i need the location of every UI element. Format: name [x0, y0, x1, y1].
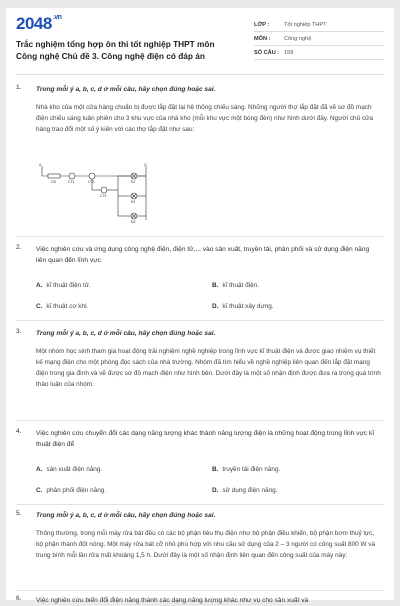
question-instruction: Trong mỗi ý a, b, c, d ở mỗi câu, hãy chọn đúng hoặc sai.	[36, 86, 216, 93]
question-6	[16, 595, 384, 606]
divider	[16, 590, 384, 591]
page-title: Trắc nghiệm tổng hợp ôn thi tốt nghiệp THPT môn Công nghệ Chủ đề 3. Công nghệ điện có đáp án	[16, 39, 215, 61]
option-d[interactable]: D. sử dụng điện năng.	[212, 487, 278, 494]
question-number: 5.	[16, 510, 22, 517]
question-number: 6.	[16, 595, 22, 602]
svg-text:Đ2: Đ2	[131, 200, 136, 204]
option-a[interactable]: A. kĩ thuật điện tử.	[36, 282, 91, 289]
question-passage: Thông thường, trong mỗi máy rửa bát đều có các bộ phận tiêu thụ điện như bộ phận điều khiển, bộ phận bơm thuỷ lực, bộ phận thanh đốt nóng. Một máy rửa bát cỡ nhỏ phù hợp với nhu cầu sử dụng của 2 – 3 người có công suất 800 W và trung bình mỗi lần rửa mất khoảng 1,5 h. Dưới đây là một số nhận định liên quan đến công suất của máy này:	[36, 530, 376, 559]
svg-text:CT2: CT2	[88, 180, 95, 184]
option-b[interactable]: B. truyền tải điện năng.	[212, 466, 281, 473]
meta-row-count: SỐ CÂU : 158	[254, 46, 384, 60]
question-number: 3.	[16, 328, 22, 335]
option-c[interactable]: C. phân phối điện năng.	[36, 487, 107, 494]
question-stem: Việc nghiên cứu chuyển đổi các dạng năng lượng khác thành năng lượng điện là những hoạt động trong lĩnh vực kĩ thuật điện để	[36, 430, 375, 448]
option-c[interactable]: C. kĩ thuật cơ khí.	[36, 303, 89, 310]
svg-text:CB: CB	[51, 180, 56, 184]
question-3	[16, 328, 384, 418]
svg-text:CT3: CT3	[100, 194, 107, 198]
divider	[16, 320, 384, 321]
meta-row-class: LỚP : Tốt nghiệp THPT	[254, 18, 384, 32]
divider	[16, 504, 384, 505]
meta-row-subject: MÔN : Công nghệ	[254, 32, 384, 46]
question-number: 2.	[16, 244, 22, 251]
question-passage: Một nhóm học sinh tham gia hoạt động trải nghiệm nghề nghiệp trong lĩnh vực kĩ thuật điện và được giao nhiệm vụ thiết kế mạng điện cho một phòng đọc sách của nhà trường. Nhóm đã tìm hiểu về nghề nghiệp liên quan đến lắp đặt mạng điện trong gia đình và vẽ được sơ đồ mạch điện như hình bên. Dưới đây là một số nhận định được đưa ra trong quá trình thảo luận của nhóm.	[36, 348, 381, 388]
question-instruction: Trong mỗi ý a, b, c, d ở mỗi câu, hãy chọn đúng hoặc sai.	[36, 512, 216, 519]
circuit-diagram	[36, 162, 166, 224]
question-5	[16, 510, 384, 590]
header-divider	[16, 74, 384, 75]
svg-text:CT1: CT1	[68, 180, 75, 184]
question-instruction: Trong mỗi ý a, b, c, d ở mỗi câu, hãy chọn đúng hoặc sai.	[36, 330, 216, 337]
question-4	[16, 428, 384, 498]
question-passage: Nhà kho của một cửa hàng chuẩn bị được lắp đặt lại hệ thống chiếu sáng. Những người thợ lắp đặt đã vẽ sơ đồ mạch điện chiếu sáng luân phiên cho 3 khu vực của nhà kho (mỗi khu vực một bóng đèn) như hình dưới đây. Người chủ cửa hàng trao đổi một số ý kiến với các thợ lắp đặt như sau:	[36, 104, 373, 133]
page-header	[6, 8, 394, 68]
question-stem: Việc nghiên cứu biến đổi điện năng thành các dạng năng lượng khác như vụ cho sản xuất và	[36, 597, 309, 604]
question-2	[16, 244, 384, 314]
question-number: 1.	[16, 84, 22, 91]
divider	[16, 236, 384, 237]
divider	[16, 420, 384, 421]
site-logo[interactable]: $2048^{.vn}$	[16, 14, 62, 33]
svg-text:O: O	[144, 163, 147, 167]
exam-meta	[254, 18, 384, 60]
exam-sheet	[6, 8, 394, 604]
svg-text:A: A	[39, 163, 42, 167]
option-a[interactable]: A. sản xuất điện năng.	[36, 466, 103, 473]
question-number: 4.	[16, 428, 22, 435]
option-d[interactable]: D. kĩ thuật xây dựng.	[212, 303, 274, 310]
option-b[interactable]: B. kĩ thuật điện.	[212, 282, 259, 289]
svg-text:Đ1: Đ1	[131, 180, 136, 184]
question-stem: Việc nghiên cứu và ứng dụng công nghệ điện, điện tử,... vào sản xuất, truyền tải, phân phối và sử dụng điện năng liên quan đến lĩnh vực	[36, 246, 370, 264]
svg-text:Đ3: Đ3	[131, 220, 136, 224]
